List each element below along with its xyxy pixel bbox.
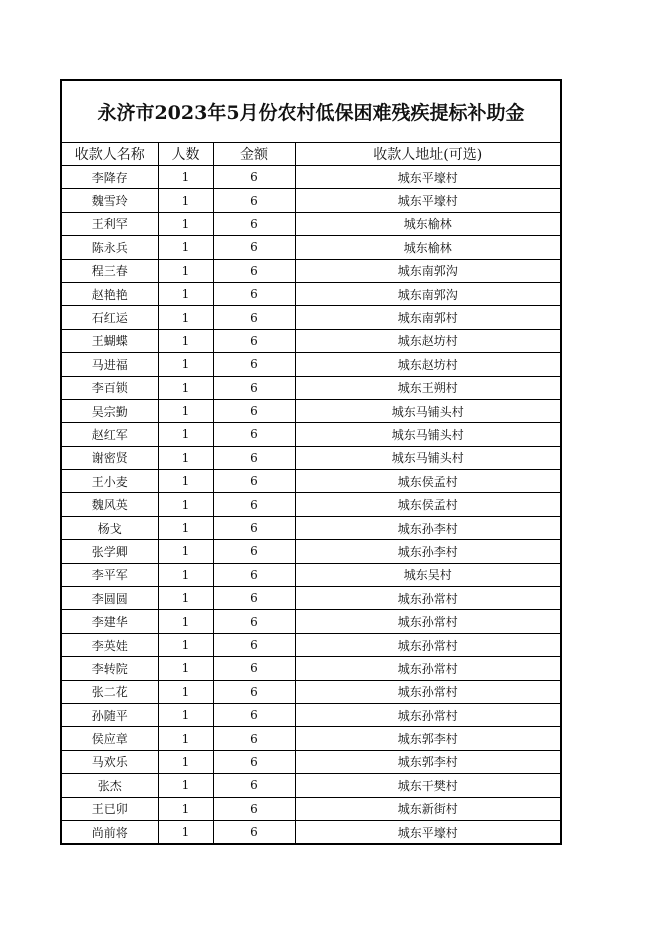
cell-payee-name: 吴宗勤	[62, 399, 158, 422]
cell-amount: 6	[213, 774, 295, 797]
cell-address: 城东榆林	[295, 212, 560, 235]
cell-address: 城东南郭沟	[295, 282, 560, 305]
cell-payee-name: 张杰	[62, 774, 158, 797]
cell-count: 1	[158, 329, 213, 352]
cell-address: 城东新街村	[295, 797, 560, 820]
spreadsheet-table	[60, 79, 562, 845]
cell-payee-name: 张二花	[62, 680, 158, 703]
cell-address: 城东孙李村	[295, 540, 560, 563]
cell-count: 1	[158, 774, 213, 797]
cell-amount: 6	[213, 353, 295, 376]
cell-amount: 6	[213, 680, 295, 703]
table-row	[62, 540, 560, 563]
table-row	[62, 703, 560, 726]
cell-payee-name: 李平军	[62, 563, 158, 586]
table-row	[62, 399, 560, 422]
cell-address: 城东平壕村	[295, 166, 560, 189]
cell-payee-name: 王蝴蝶	[62, 329, 158, 352]
cell-amount: 6	[213, 516, 295, 539]
cell-amount: 6	[213, 446, 295, 469]
cell-amount: 6	[213, 820, 295, 843]
table-row	[62, 470, 560, 493]
cell-payee-name: 杨戈	[62, 516, 158, 539]
cell-count: 1	[158, 306, 213, 329]
cell-amount: 6	[213, 236, 295, 259]
cell-count: 1	[158, 446, 213, 469]
cell-count: 1	[158, 587, 213, 610]
cell-payee-name: 魏雪玲	[62, 189, 158, 212]
cell-count: 1	[158, 423, 213, 446]
cell-count: 1	[158, 610, 213, 633]
cell-address: 城东孙常村	[295, 703, 560, 726]
cell-address: 城东马铺头村	[295, 423, 560, 446]
table-row	[62, 610, 560, 633]
cell-address: 城东侯孟村	[295, 470, 560, 493]
cell-count: 1	[158, 820, 213, 843]
table-row	[62, 282, 560, 305]
table-row	[62, 166, 560, 189]
table-body	[62, 166, 560, 844]
cell-count: 1	[158, 750, 213, 773]
cell-count: 1	[158, 540, 213, 563]
cell-count: 1	[158, 797, 213, 820]
cell-payee-name: 赵红军	[62, 423, 158, 446]
cell-address: 城东马铺头村	[295, 399, 560, 422]
table-row	[62, 774, 560, 797]
cell-payee-name: 魏风英	[62, 493, 158, 516]
table-row	[62, 563, 560, 586]
cell-payee-name: 程三春	[62, 259, 158, 282]
cell-amount: 6	[213, 493, 295, 516]
table-row	[62, 680, 560, 703]
cell-payee-name: 李转院	[62, 657, 158, 680]
cell-payee-name: 李建华	[62, 610, 158, 633]
cell-amount: 6	[213, 703, 295, 726]
cell-count: 1	[158, 166, 213, 189]
cell-address: 城东孙常村	[295, 633, 560, 656]
table-row	[62, 329, 560, 352]
cell-amount: 6	[213, 423, 295, 446]
table-row	[62, 353, 560, 376]
table-row	[62, 727, 560, 750]
cell-address: 城东王朔村	[295, 376, 560, 399]
cell-address: 城东孙常村	[295, 587, 560, 610]
table-row	[62, 657, 560, 680]
cell-amount: 6	[213, 797, 295, 820]
cell-amount: 6	[213, 282, 295, 305]
cell-count: 1	[158, 657, 213, 680]
cell-amount: 6	[213, 259, 295, 282]
cell-count: 1	[158, 282, 213, 305]
sheet-title: 永济市2023年5月份农村低保困难残疾提标补助金	[62, 81, 560, 143]
cell-count: 1	[158, 516, 213, 539]
cell-address: 城东赵坊村	[295, 353, 560, 376]
cell-address: 城东郭李村	[295, 727, 560, 750]
cell-payee-name: 王已卯	[62, 797, 158, 820]
header-address: 收款人地址(可选)	[295, 143, 560, 166]
cell-amount: 6	[213, 329, 295, 352]
table-row	[62, 587, 560, 610]
cell-amount: 6	[213, 633, 295, 656]
cell-count: 1	[158, 376, 213, 399]
table-row	[62, 446, 560, 469]
header-payee-name: 收款人名称	[62, 143, 158, 166]
table-row	[62, 259, 560, 282]
cell-payee-name: 孙随平	[62, 703, 158, 726]
cell-amount: 6	[213, 610, 295, 633]
table-row	[62, 376, 560, 399]
cell-amount: 6	[213, 189, 295, 212]
cell-count: 1	[158, 236, 213, 259]
cell-amount: 6	[213, 750, 295, 773]
cell-amount: 6	[213, 399, 295, 422]
cell-payee-name: 李降存	[62, 166, 158, 189]
cell-address: 城东吴村	[295, 563, 560, 586]
cell-payee-name: 陈永兵	[62, 236, 158, 259]
cell-amount: 6	[213, 540, 295, 563]
cell-payee-name: 张学卿	[62, 540, 158, 563]
cell-address: 城东南郭村	[295, 306, 560, 329]
cell-count: 1	[158, 212, 213, 235]
cell-count: 1	[158, 563, 213, 586]
cell-count: 1	[158, 633, 213, 656]
cell-count: 1	[158, 727, 213, 750]
cell-amount: 6	[213, 212, 295, 235]
cell-count: 1	[158, 353, 213, 376]
cell-payee-name: 李圆圆	[62, 587, 158, 610]
table-row	[62, 820, 560, 843]
cell-amount: 6	[213, 727, 295, 750]
cell-address: 城东平壕村	[295, 189, 560, 212]
table-row	[62, 236, 560, 259]
cell-address: 城东孙常村	[295, 610, 560, 633]
cell-amount: 6	[213, 306, 295, 329]
cell-address: 城东南郭沟	[295, 259, 560, 282]
table-row	[62, 423, 560, 446]
header-amount: 金额	[213, 143, 295, 166]
cell-address: 城东榆林	[295, 236, 560, 259]
cell-count: 1	[158, 259, 213, 282]
cell-count: 1	[158, 399, 213, 422]
table-row	[62, 493, 560, 516]
header-count: 人数	[158, 143, 213, 166]
table-row	[62, 189, 560, 212]
table-row	[62, 797, 560, 820]
cell-payee-name: 王利罕	[62, 212, 158, 235]
cell-payee-name: 李英娃	[62, 633, 158, 656]
cell-address: 城东侯孟村	[295, 493, 560, 516]
cell-payee-name: 李百锁	[62, 376, 158, 399]
cell-count: 1	[158, 470, 213, 493]
table-row	[62, 633, 560, 656]
table-row	[62, 750, 560, 773]
cell-address: 城东孙李村	[295, 516, 560, 539]
cell-payee-name: 侯应章	[62, 727, 158, 750]
cell-count: 1	[158, 189, 213, 212]
cell-payee-name: 谢密贤	[62, 446, 158, 469]
cell-payee-name: 石红运	[62, 306, 158, 329]
cell-address: 城东孙常村	[295, 680, 560, 703]
data-table	[62, 143, 560, 843]
cell-address: 城东郭李村	[295, 750, 560, 773]
cell-payee-name: 王小麦	[62, 470, 158, 493]
cell-count: 1	[158, 680, 213, 703]
table-row	[62, 212, 560, 235]
cell-amount: 6	[213, 563, 295, 586]
cell-count: 1	[158, 703, 213, 726]
table-row	[62, 306, 560, 329]
cell-amount: 6	[213, 376, 295, 399]
cell-payee-name: 马欢乐	[62, 750, 158, 773]
cell-address: 城东马铺头村	[295, 446, 560, 469]
cell-address: 城东赵坊村	[295, 329, 560, 352]
cell-payee-name: 尚前将	[62, 820, 158, 843]
cell-address: 城东干樊村	[295, 774, 560, 797]
cell-count: 1	[158, 493, 213, 516]
cell-amount: 6	[213, 166, 295, 189]
cell-amount: 6	[213, 470, 295, 493]
cell-payee-name: 赵艳艳	[62, 282, 158, 305]
cell-amount: 6	[213, 587, 295, 610]
header-row	[62, 143, 560, 166]
cell-address: 城东平壕村	[397, 825, 458, 840]
cell-amount: 6	[213, 657, 295, 680]
table-row	[62, 516, 560, 539]
cell-address: 城东孙常村	[295, 657, 560, 680]
cell-payee-name: 马进福	[62, 353, 158, 376]
